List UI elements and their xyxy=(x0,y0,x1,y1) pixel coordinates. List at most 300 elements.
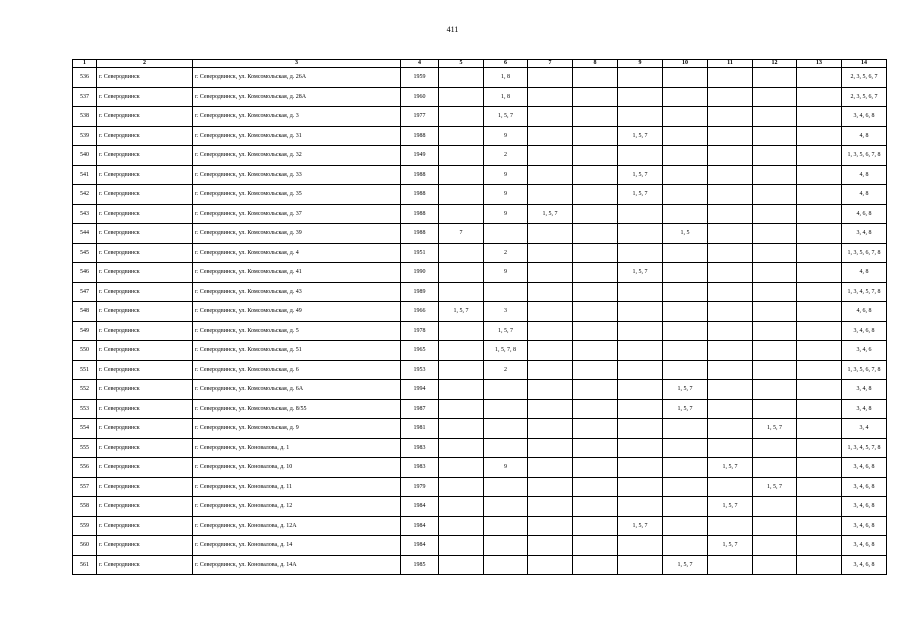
registry-table xyxy=(72,59,887,575)
table-cell-col-12 xyxy=(753,516,797,536)
table-cell-col-4: 1959 xyxy=(401,68,439,88)
table-cell-col-3: г. Северодвинск, ул. Коновалова, д. 10 xyxy=(193,458,401,478)
table-cell-col-14: 2, 3, 5, 6, 7 xyxy=(842,68,887,88)
table-cell-col-9: 1, 5, 7 xyxy=(618,516,663,536)
table-cell-col-4: 1981 xyxy=(401,419,439,439)
table-cell-col-9 xyxy=(618,282,663,302)
table-cell-col-7 xyxy=(528,146,573,166)
table-cell-col-12 xyxy=(753,458,797,478)
table-row xyxy=(73,536,887,556)
table-row xyxy=(73,438,887,458)
table-row xyxy=(73,341,887,361)
table-cell-col-6: 2 xyxy=(484,146,528,166)
table-cell-col-4: 1966 xyxy=(401,302,439,322)
table-cell-col-1: 557 xyxy=(73,477,97,497)
table-cell-col-7 xyxy=(528,341,573,361)
table-cell-col-7 xyxy=(528,126,573,146)
table-row xyxy=(73,458,887,478)
table-cell-col-11 xyxy=(708,555,753,575)
table-cell-col-11 xyxy=(708,419,753,439)
table-cell-col-10 xyxy=(663,165,708,185)
table-cell-col-7 xyxy=(528,68,573,88)
table-cell-col-14: 3, 4, 6, 8 xyxy=(842,516,887,536)
table-cell-col-9 xyxy=(618,419,663,439)
table-cell-col-7 xyxy=(528,497,573,517)
table-cell-col-5 xyxy=(439,87,484,107)
table-cell-col-5 xyxy=(439,146,484,166)
table-cell-col-13 xyxy=(797,477,842,497)
table-cell-col-8 xyxy=(573,126,618,146)
table-cell-col-8 xyxy=(573,380,618,400)
table-row xyxy=(73,302,887,322)
page-number: 411 xyxy=(446,25,459,34)
table-cell-col-12 xyxy=(753,302,797,322)
table-cell-col-7 xyxy=(528,185,573,205)
table-row xyxy=(73,224,887,244)
table-cell-col-8 xyxy=(573,68,618,88)
table-cell-col-1: 550 xyxy=(73,341,97,361)
table-cell-col-6 xyxy=(484,536,528,556)
table-cell-col-4: 1989 xyxy=(401,282,439,302)
table-cell-col-8 xyxy=(573,458,618,478)
table-cell-col-11 xyxy=(708,185,753,205)
table-cell-col-5 xyxy=(439,516,484,536)
table-cell-col-13 xyxy=(797,263,842,283)
table-cell-col-4: 1994 xyxy=(401,380,439,400)
table-cell-col-8 xyxy=(573,282,618,302)
table-cell-col-8 xyxy=(573,302,618,322)
table-cell-col-11 xyxy=(708,263,753,283)
table-cell-col-13 xyxy=(797,282,842,302)
table-cell-col-8 xyxy=(573,243,618,263)
table-cell-col-5 xyxy=(439,321,484,341)
table-cell-col-7 xyxy=(528,87,573,107)
table-cell-col-1: 554 xyxy=(73,419,97,439)
table-cell-col-13 xyxy=(797,87,842,107)
table-cell-col-2: г. Северодвинск xyxy=(97,165,193,185)
table-cell-col-10 xyxy=(663,243,708,263)
table-cell-col-1: 538 xyxy=(73,107,97,127)
table-cell-col-11 xyxy=(708,243,753,263)
table-cell-col-3: г. Северодвинск, ул. Комсомольская, д. 33 xyxy=(193,165,401,185)
table-cell-col-4: 1979 xyxy=(401,477,439,497)
table-cell-col-6: 2 xyxy=(484,360,528,380)
table-cell-col-9 xyxy=(618,399,663,419)
table-cell-col-9 xyxy=(618,438,663,458)
table-cell-col-12 xyxy=(753,204,797,224)
table-cell-col-3: г. Северодвинск, ул. Комсомольская, д. 8/55 xyxy=(193,399,401,419)
table-cell-col-11 xyxy=(708,360,753,380)
table-row xyxy=(73,126,887,146)
table-cell-col-4: 1988 xyxy=(401,204,439,224)
table-cell-col-10 xyxy=(663,458,708,478)
table-cell-col-9 xyxy=(618,497,663,517)
table-cell-col-10: 1, 5, 7 xyxy=(663,555,708,575)
table-cell-col-2: г. Северодвинск xyxy=(97,87,193,107)
table-cell-col-10 xyxy=(663,419,708,439)
table-cell-col-10: 1, 5, 7 xyxy=(663,399,708,419)
table-cell-col-2: г. Северодвинск xyxy=(97,360,193,380)
table-cell-col-5 xyxy=(439,477,484,497)
table-cell-col-13 xyxy=(797,224,842,244)
table-cell-col-3: г. Северодвинск, ул. Комсомольская, д. 51 xyxy=(193,341,401,361)
table-cell-col-14: 3, 4, 6 xyxy=(842,341,887,361)
table-cell-col-8 xyxy=(573,555,618,575)
table-cell-col-5 xyxy=(439,399,484,419)
table-cell-col-12 xyxy=(753,536,797,556)
table-row xyxy=(73,360,887,380)
table-cell-col-5 xyxy=(439,360,484,380)
table-cell-col-12 xyxy=(753,263,797,283)
table-cell-col-1: 547 xyxy=(73,282,97,302)
table-cell-col-12 xyxy=(753,438,797,458)
table-row xyxy=(73,165,887,185)
table-cell-col-4: 1988 xyxy=(401,224,439,244)
table-cell-col-10 xyxy=(663,438,708,458)
table-cell-col-10 xyxy=(663,360,708,380)
table-cell-col-8 xyxy=(573,438,618,458)
column-header-4: 4 xyxy=(401,60,439,68)
table-cell-col-7 xyxy=(528,282,573,302)
table-cell-col-9 xyxy=(618,146,663,166)
table-cell-col-9 xyxy=(618,536,663,556)
table-cell-col-13 xyxy=(797,516,842,536)
table-cell-col-10 xyxy=(663,497,708,517)
table-cell-col-14: 3, 4, 6, 8 xyxy=(842,555,887,575)
table-cell-col-8 xyxy=(573,516,618,536)
table-body xyxy=(73,68,887,575)
table-cell-col-5 xyxy=(439,497,484,517)
table-cell-col-12 xyxy=(753,165,797,185)
table-cell-col-7 xyxy=(528,321,573,341)
table-cell-col-8 xyxy=(573,477,618,497)
column-header-8: 8 xyxy=(573,60,618,68)
table-cell-col-4: 1984 xyxy=(401,497,439,517)
table-cell-col-14: 4, 8 xyxy=(842,185,887,205)
table-cell-col-12 xyxy=(753,107,797,127)
column-header-7: 7 xyxy=(528,60,573,68)
table-cell-col-14: 1, 3, 5, 6, 7, 8 xyxy=(842,146,887,166)
table-cell-col-3: г. Северодвинск, ул. Коновалова, д. 12А xyxy=(193,516,401,536)
table-cell-col-14: 3, 4, 6, 8 xyxy=(842,321,887,341)
column-header-2: 2 xyxy=(97,60,193,68)
table-cell-col-10 xyxy=(663,204,708,224)
table-cell-col-6 xyxy=(484,224,528,244)
table-cell-col-13 xyxy=(797,126,842,146)
table-cell-col-9 xyxy=(618,107,663,127)
table-cell-col-7 xyxy=(528,555,573,575)
table-cell-col-9 xyxy=(618,477,663,497)
table-cell-col-1: 546 xyxy=(73,263,97,283)
table-cell-col-2: г. Северодвинск xyxy=(97,224,193,244)
table-cell-col-1: 539 xyxy=(73,126,97,146)
table-cell-col-12 xyxy=(753,341,797,361)
table-cell-col-6: 1, 5, 7, 8 xyxy=(484,341,528,361)
table-cell-col-9 xyxy=(618,204,663,224)
table-cell-col-9: 1, 5, 7 xyxy=(618,165,663,185)
column-header-10: 10 xyxy=(663,60,708,68)
table-cell-col-3: г. Северодвинск, ул. Комсомольская, д. 41 xyxy=(193,263,401,283)
column-header-9: 9 xyxy=(618,60,663,68)
table-cell-col-11 xyxy=(708,204,753,224)
table-cell-col-9: 1, 5, 7 xyxy=(618,126,663,146)
table-cell-col-11 xyxy=(708,302,753,322)
table-cell-col-3: г. Северодвинск, ул. Комсомольская, д. 6А xyxy=(193,380,401,400)
table-cell-col-5 xyxy=(439,282,484,302)
table-cell-col-3: г. Северодвинск, ул. Комсомольская, д. 28А xyxy=(193,87,401,107)
table-cell-col-3: г. Северодвинск, ул. Комсомольская, д. 5 xyxy=(193,321,401,341)
table-cell-col-10 xyxy=(663,321,708,341)
table-cell-col-9 xyxy=(618,380,663,400)
table-cell-col-10 xyxy=(663,477,708,497)
table-cell-col-8 xyxy=(573,360,618,380)
table-cell-col-14: 4, 6, 8 xyxy=(842,204,887,224)
table-cell-col-12 xyxy=(753,399,797,419)
table-cell-col-12 xyxy=(753,87,797,107)
table-cell-col-4: 1985 xyxy=(401,555,439,575)
table-cell-col-1: 560 xyxy=(73,536,97,556)
table-cell-col-11: 1, 5, 7 xyxy=(708,458,753,478)
table-cell-col-3: г. Северодвинск, ул. Комсомольская, д. 32 xyxy=(193,146,401,166)
table-cell-col-8 xyxy=(573,204,618,224)
table-cell-col-6: 3 xyxy=(484,302,528,322)
table-cell-col-13 xyxy=(797,107,842,127)
header-row xyxy=(73,60,887,68)
table-cell-col-14: 1, 3, 5, 6, 7, 8 xyxy=(842,360,887,380)
table-cell-col-6: 9 xyxy=(484,458,528,478)
table-cell-col-5 xyxy=(439,458,484,478)
table-cell-col-7 xyxy=(528,438,573,458)
table-cell-col-6 xyxy=(484,516,528,536)
table-cell-col-5 xyxy=(439,68,484,88)
table-cell-col-6 xyxy=(484,282,528,302)
column-header-12: 12 xyxy=(753,60,797,68)
table-cell-col-4: 1978 xyxy=(401,321,439,341)
table-cell-col-10 xyxy=(663,146,708,166)
table-cell-col-3: г. Северодвинск, ул. Комсомольская, д. 6 xyxy=(193,360,401,380)
table-cell-col-6 xyxy=(484,399,528,419)
table-cell-col-2: г. Северодвинск xyxy=(97,380,193,400)
table-cell-col-11 xyxy=(708,146,753,166)
table-cell-col-10 xyxy=(663,341,708,361)
table-cell-col-11 xyxy=(708,165,753,185)
table-cell-col-11 xyxy=(708,477,753,497)
table-cell-col-10 xyxy=(663,107,708,127)
table-cell-col-2: г. Северодвинск xyxy=(97,204,193,224)
table-cell-col-8 xyxy=(573,185,618,205)
table-cell-col-10 xyxy=(663,185,708,205)
table-cell-col-4: 1984 xyxy=(401,536,439,556)
table-cell-col-2: г. Северодвинск xyxy=(97,497,193,517)
table-cell-col-7 xyxy=(528,419,573,439)
table-cell-col-13 xyxy=(797,204,842,224)
table-cell-col-8 xyxy=(573,341,618,361)
table-cell-col-2: г. Северодвинск xyxy=(97,282,193,302)
table-cell-col-3: г. Северодвинск, ул. Комсомольская, д. 37 xyxy=(193,204,401,224)
table-cell-col-5: 7 xyxy=(439,224,484,244)
column-header-11: 11 xyxy=(708,60,753,68)
table-cell-col-1: 542 xyxy=(73,185,97,205)
table-cell-col-1: 536 xyxy=(73,68,97,88)
table-cell-col-1: 549 xyxy=(73,321,97,341)
table-cell-col-14: 4, 8 xyxy=(842,126,887,146)
table-cell-col-14: 3, 4 xyxy=(842,419,887,439)
table-cell-col-7 xyxy=(528,458,573,478)
table-cell-col-6: 2 xyxy=(484,243,528,263)
table-cell-col-11 xyxy=(708,399,753,419)
table-cell-col-14: 4, 8 xyxy=(842,165,887,185)
table-cell-col-4: 1951 xyxy=(401,243,439,263)
table-cell-col-5 xyxy=(439,107,484,127)
table-cell-col-14: 4, 6, 8 xyxy=(842,302,887,322)
table-cell-col-1: 556 xyxy=(73,458,97,478)
table-cell-col-2: г. Северодвинск xyxy=(97,321,193,341)
table-cell-col-8 xyxy=(573,536,618,556)
table-cell-col-10 xyxy=(663,282,708,302)
table-row xyxy=(73,497,887,517)
table-cell-col-10 xyxy=(663,87,708,107)
table-cell-col-10 xyxy=(663,68,708,88)
table-cell-col-3: г. Северодвинск, ул. Коновалова, д. 14 xyxy=(193,536,401,556)
table-row xyxy=(73,516,887,536)
table-cell-col-1: 558 xyxy=(73,497,97,517)
table-cell-col-13 xyxy=(797,380,842,400)
table-cell-col-3: г. Северодвинск, ул. Комсомольская, д. 39 xyxy=(193,224,401,244)
table-cell-col-8 xyxy=(573,321,618,341)
table-cell-col-11 xyxy=(708,341,753,361)
table-cell-col-14: 3, 4, 6, 8 xyxy=(842,458,887,478)
table-cell-col-1: 537 xyxy=(73,87,97,107)
table-cell-col-8 xyxy=(573,107,618,127)
table-cell-col-13 xyxy=(797,497,842,517)
table-cell-col-13 xyxy=(797,321,842,341)
table-cell-col-13 xyxy=(797,185,842,205)
table-cell-col-11: 1, 5, 7 xyxy=(708,536,753,556)
table-cell-col-9 xyxy=(618,321,663,341)
table-cell-col-6 xyxy=(484,477,528,497)
table-cell-col-3: г. Северодвинск, ул. Комсомольская, д. 4 xyxy=(193,243,401,263)
table-cell-col-3: г. Северодвинск, ул. Коновалова, д. 12 xyxy=(193,497,401,517)
table-cell-col-5: 1, 5, 7 xyxy=(439,302,484,322)
table-cell-col-7 xyxy=(528,263,573,283)
table-cell-col-10: 1, 5, 7 xyxy=(663,380,708,400)
table-cell-col-11 xyxy=(708,224,753,244)
table-cell-col-6 xyxy=(484,438,528,458)
table-cell-col-4: 1984 xyxy=(401,516,439,536)
table-cell-col-4: 1949 xyxy=(401,146,439,166)
table-cell-col-2: г. Северодвинск xyxy=(97,555,193,575)
table-cell-col-3: г. Северодвинск, ул. Комсомольская, д. 31 xyxy=(193,126,401,146)
table-cell-col-2: г. Северодвинск xyxy=(97,107,193,127)
table-row xyxy=(73,321,887,341)
table-cell-col-7 xyxy=(528,107,573,127)
table-cell-col-4: 1965 xyxy=(401,341,439,361)
column-header-5: 5 xyxy=(439,60,484,68)
column-header-3: 3 xyxy=(193,60,401,68)
table-cell-col-4: 1983 xyxy=(401,438,439,458)
table-cell-col-4: 1988 xyxy=(401,126,439,146)
table-cell-col-10: 1, 5 xyxy=(663,224,708,244)
table-cell-col-7 xyxy=(528,380,573,400)
table-cell-col-6: 1, 8 xyxy=(484,87,528,107)
table-cell-col-13 xyxy=(797,399,842,419)
table-row xyxy=(73,68,887,88)
table-cell-col-2: г. Северодвинск xyxy=(97,419,193,439)
table-cell-col-3: г. Северодвинск, ул. Комсомольская, д. 49 xyxy=(193,302,401,322)
table-cell-col-14: 1, 3, 4, 5, 7, 8 xyxy=(842,438,887,458)
table-cell-col-11 xyxy=(708,68,753,88)
table-cell-col-8 xyxy=(573,497,618,517)
table-cell-col-7 xyxy=(528,165,573,185)
table-cell-col-2: г. Северодвинск xyxy=(97,243,193,263)
table-cell-col-1: 551 xyxy=(73,360,97,380)
table-cell-col-6: 1, 5, 7 xyxy=(484,321,528,341)
table-cell-col-14: 3, 4, 8 xyxy=(842,224,887,244)
table-cell-col-10 xyxy=(663,302,708,322)
table-cell-col-14: 3, 4, 6, 8 xyxy=(842,477,887,497)
table-cell-col-1: 541 xyxy=(73,165,97,185)
table-cell-col-9 xyxy=(618,243,663,263)
table-cell-col-12 xyxy=(753,321,797,341)
table-cell-col-13 xyxy=(797,555,842,575)
table-cell-col-9 xyxy=(618,341,663,361)
table-cell-col-5 xyxy=(439,165,484,185)
table-cell-col-13 xyxy=(797,146,842,166)
table-cell-col-5 xyxy=(439,555,484,575)
table-cell-col-12 xyxy=(753,126,797,146)
table-cell-col-13 xyxy=(797,302,842,322)
table-cell-col-1: 553 xyxy=(73,399,97,419)
table-cell-col-11 xyxy=(708,87,753,107)
table-cell-col-6: 1, 8 xyxy=(484,68,528,88)
table-cell-col-2: г. Северодвинск xyxy=(97,477,193,497)
table-cell-col-6: 9 xyxy=(484,165,528,185)
table-cell-col-4: 1983 xyxy=(401,458,439,478)
table-cell-col-5 xyxy=(439,126,484,146)
table-cell-col-2: г. Северодвинск xyxy=(97,146,193,166)
table-cell-col-6: 9 xyxy=(484,126,528,146)
table-cell-col-1: 540 xyxy=(73,146,97,166)
table-cell-col-12: 1, 5, 7 xyxy=(753,419,797,439)
table-cell-col-7 xyxy=(528,243,573,263)
table-cell-col-9 xyxy=(618,555,663,575)
table-cell-col-3: г. Северодвинск, ул. Коновалова, д. 14А xyxy=(193,555,401,575)
table-cell-col-4: 1987 xyxy=(401,399,439,419)
table-cell-col-2: г. Северодвинск xyxy=(97,126,193,146)
table-cell-col-12 xyxy=(753,68,797,88)
table-cell-col-5 xyxy=(439,419,484,439)
table-cell-col-10 xyxy=(663,516,708,536)
table-cell-col-3: г. Северодвинск, ул. Комсомольская, д. 35 xyxy=(193,185,401,205)
table-cell-col-14: 3, 4, 6, 8 xyxy=(842,536,887,556)
table-cell-col-9 xyxy=(618,458,663,478)
table-cell-col-1: 544 xyxy=(73,224,97,244)
table-row xyxy=(73,146,887,166)
table-cell-col-13 xyxy=(797,165,842,185)
table-cell-col-13 xyxy=(797,243,842,263)
table-cell-col-6: 9 xyxy=(484,263,528,283)
table-cell-col-1: 552 xyxy=(73,380,97,400)
table-cell-col-12 xyxy=(753,146,797,166)
table-cell-col-14: 1, 3, 5, 6, 7, 8 xyxy=(842,243,887,263)
table-cell-col-12 xyxy=(753,555,797,575)
table-cell-col-5 xyxy=(439,438,484,458)
table-cell-col-12: 1, 5, 7 xyxy=(753,477,797,497)
table-cell-col-2: г. Северодвинск xyxy=(97,263,193,283)
table-row xyxy=(73,243,887,263)
table-cell-col-14: 3, 4, 8 xyxy=(842,380,887,400)
table-cell-col-3: г. Северодвинск, ул. Коновалова, д. 1 xyxy=(193,438,401,458)
